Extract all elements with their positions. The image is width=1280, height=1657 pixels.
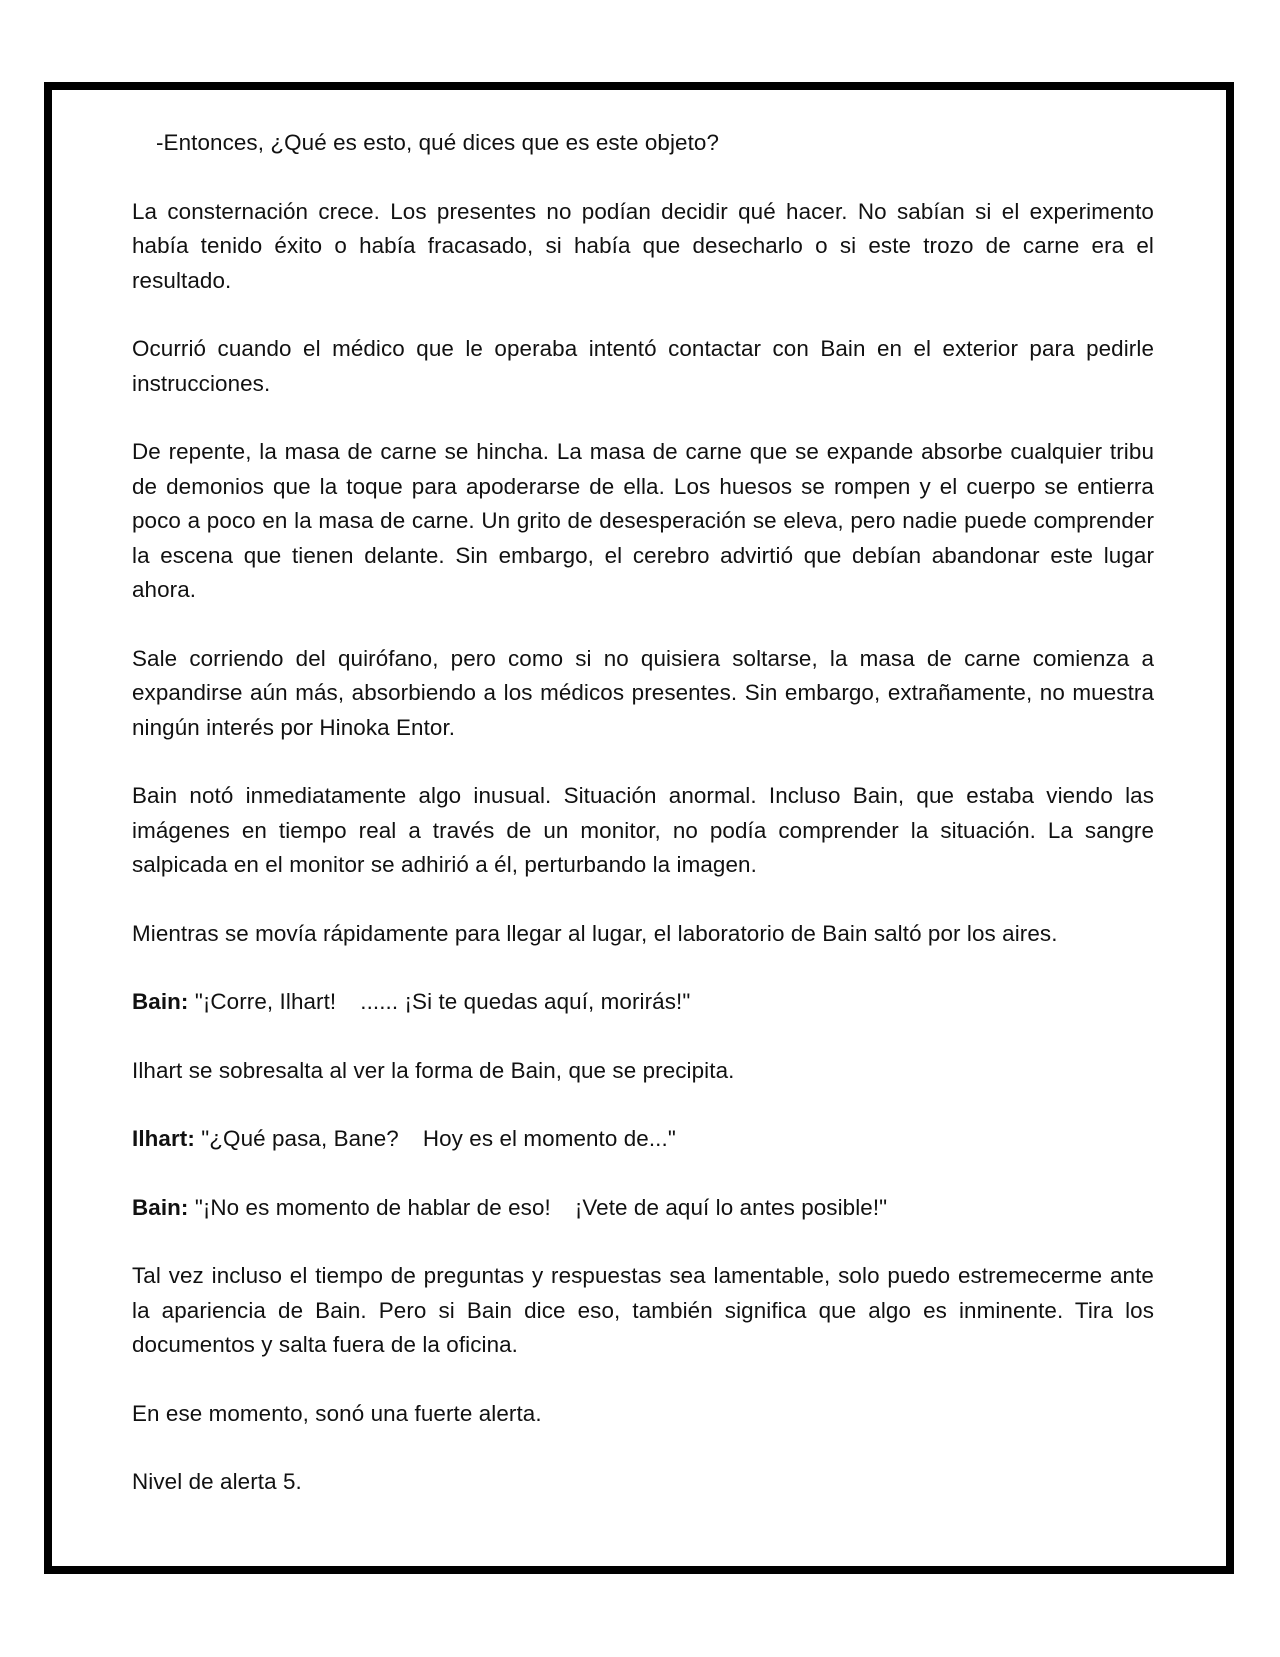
dialogue-line [132, 1122, 1154, 1157]
document-body [132, 126, 1154, 1534]
paragraph: En ese momento, sonó una fuerte alerta. [132, 1400, 542, 1426]
paragraph: Ilhart se sobresalta al ver la forma de Bain, que se precipita. [132, 1057, 735, 1083]
speaker-name: Bain: [132, 1194, 189, 1220]
paragraph: Mientras se movía rápidamente para llegar al lugar, el laboratorio de Bain saltó por los aires. [132, 920, 1058, 946]
dialogue-text: "¡No es momento de hablar de eso! [194, 1194, 551, 1220]
dialogue-text: "¡Corre, Ilhart! [194, 989, 337, 1014]
page-border-frame [44, 82, 1234, 1574]
paragraph: Tal vez incluso el tiempo de preguntas y respuestas sea lamentable, solo puedo estremecerme ante la apariencia de Bain. Pero si Bain dice eso, también significa que algo es inminente. Tira los documentos y salta fuera de la oficina. [132, 1263, 1154, 1357]
dialogue-text: "¿Qué pasa, Bane? [201, 1126, 399, 1151]
paragraph: Sale corriendo del quirófano, pero como si no quisiera soltarse, la masa de carne comienza a expandirse aún más, absorbiendo a los médicos presentes. Sin embargo, extrañamente, no muestra ningún interés por Hinoka Entor. [132, 645, 1154, 740]
paragraph: Ocurrió cuando el médico que le operaba intentó contactar con Bain en el exterior para pedirle instrucciones. [132, 336, 1154, 396]
dialogue-text: ¡Vete de aquí lo antes posible!" [574, 1194, 888, 1220]
paragraph-dialogue-opening: -Entonces, ¿Qué es esto, qué dices que es este objeto? [156, 130, 720, 155]
dialogue-line [132, 985, 1154, 1020]
dialogue-text: Hoy es el momento de..." [422, 1126, 676, 1151]
speaker-name: Bain: [132, 989, 189, 1014]
speaker-name: Ilhart: [132, 1126, 195, 1151]
dialogue-text: ...... ¡Si te quedas aquí, morirás!" [360, 989, 691, 1014]
paragraph: La consternación crece. Los presentes no podían decidir qué hacer. No sabían si el experimento había tenido éxito o había fracasado, si había que desecharlo o si este trozo de carne era el resultado. [132, 198, 1154, 293]
paragraph: De repente, la masa de carne se hincha. La masa de carne que se expande absorbe cualquier tribu de demonios que la toque para apoderarse de ella. Los huesos se rompen y el cuerpo se entierra poco a poco en la masa de carne. Un grito de desesperación se eleva, pero nadie puede comprender la escena que tienen delante. Sin embargo, el cerebro advirtió que debían abandonar este lugar ahora. [132, 439, 1154, 602]
dialogue-line [132, 1191, 1154, 1226]
paragraph: Nivel de alerta 5. [132, 1469, 302, 1494]
paragraph: Bain notó inmediatamente algo inusual. Situación anormal. Incluso Bain, que estaba viendo las imágenes en tiempo real a través de un monitor, no podía comprender la situación. La sangre salpicada en el monitor se adhirió a él, perturbando la imagen. [132, 783, 1154, 877]
